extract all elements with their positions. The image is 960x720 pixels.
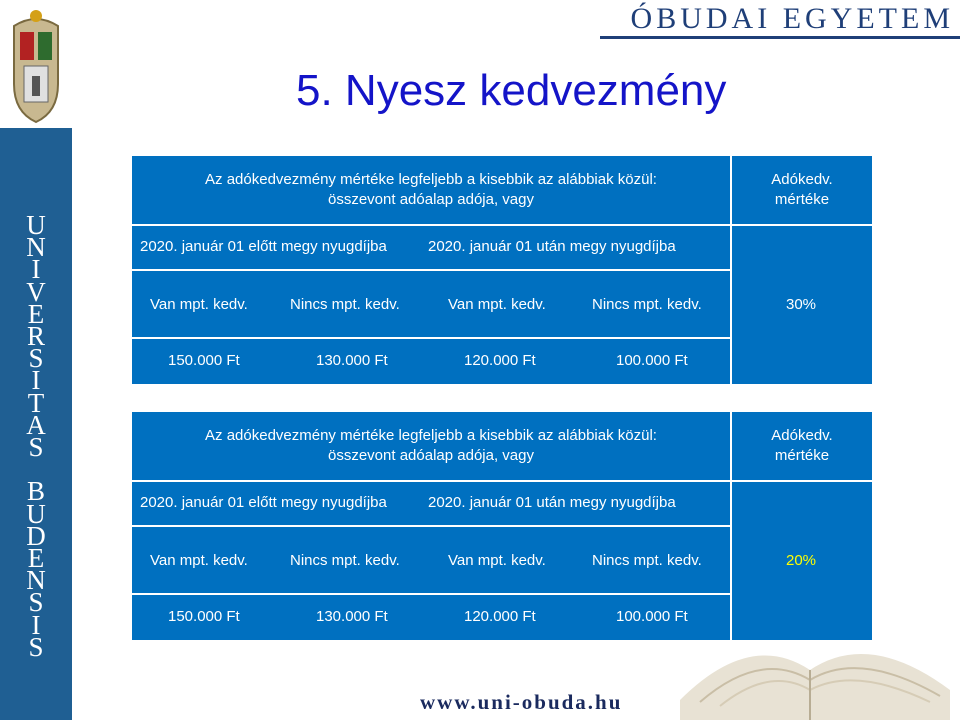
rate-header: Adókedv. mértéke [771, 427, 833, 464]
col-label: Van mpt. kedv. [150, 296, 248, 313]
page-title: 5. Nyesz kedvezmény [296, 66, 727, 115]
col-label: Nincs mpt. kedv. [592, 552, 702, 569]
col-label: Van mpt. kedv. [448, 552, 546, 569]
col-label: Van mpt. kedv. [448, 296, 546, 313]
after-2020-label: 2020. január 01 után megy nyugdíjba [428, 238, 676, 255]
university-crest-icon [6, 4, 66, 124]
amount-value: 150.000 Ft [168, 608, 240, 625]
amount-value: 100.000 Ft [616, 352, 688, 369]
amount-value: 130.000 Ft [316, 608, 388, 625]
footer-url[interactable]: www.uni-obuda.hu [420, 690, 623, 714]
open-book-icon [660, 610, 960, 720]
before-2020-label: 2020. január 01 előtt megy nyugdíjba [140, 494, 387, 511]
amount-value: 120.000 Ft [464, 608, 536, 625]
rate-value: 20% [786, 552, 817, 569]
col-label: Nincs mpt. kedv. [592, 296, 702, 313]
amount-value: 130.000 Ft [316, 352, 388, 369]
rate-value: 30% [786, 296, 817, 313]
universitas-budensis-text: U N I V E R S I T A S B U D E N S I S [26, 210, 46, 662]
brand-name: ÓBUDAI EGYETEM [630, 2, 954, 35]
col-label: Van mpt. kedv. [150, 552, 248, 569]
table-header: Az adókedvezmény mértéke legfeljebb a kisebbik az alábbiak közül: összevont adóalap adója, vagy [205, 171, 657, 208]
sidebar [0, 0, 72, 720]
rate-header: Adókedv. mértéke [771, 171, 833, 208]
amount-value: 150.000 Ft [168, 352, 240, 369]
amount-value: 100.000 Ft [616, 608, 688, 625]
table-header: Az adókedvezmény mértéke legfeljebb a kisebbik az alábbiak közül: összevont adóalap adója, vagy [205, 427, 657, 464]
after-2020-label: 2020. január 01 után megy nyugdíjba [428, 494, 676, 511]
crest-area [0, 0, 72, 128]
before-2020-label: 2020. január 01 előtt megy nyugdíjba [140, 238, 387, 255]
discount-table-2 [132, 412, 872, 640]
amount-value: 120.000 Ft [464, 352, 536, 369]
brand-underline [600, 36, 960, 39]
discount-table-1 [132, 156, 872, 384]
col-label: Nincs mpt. kedv. [290, 552, 400, 569]
col-label: Nincs mpt. kedv. [290, 296, 400, 313]
